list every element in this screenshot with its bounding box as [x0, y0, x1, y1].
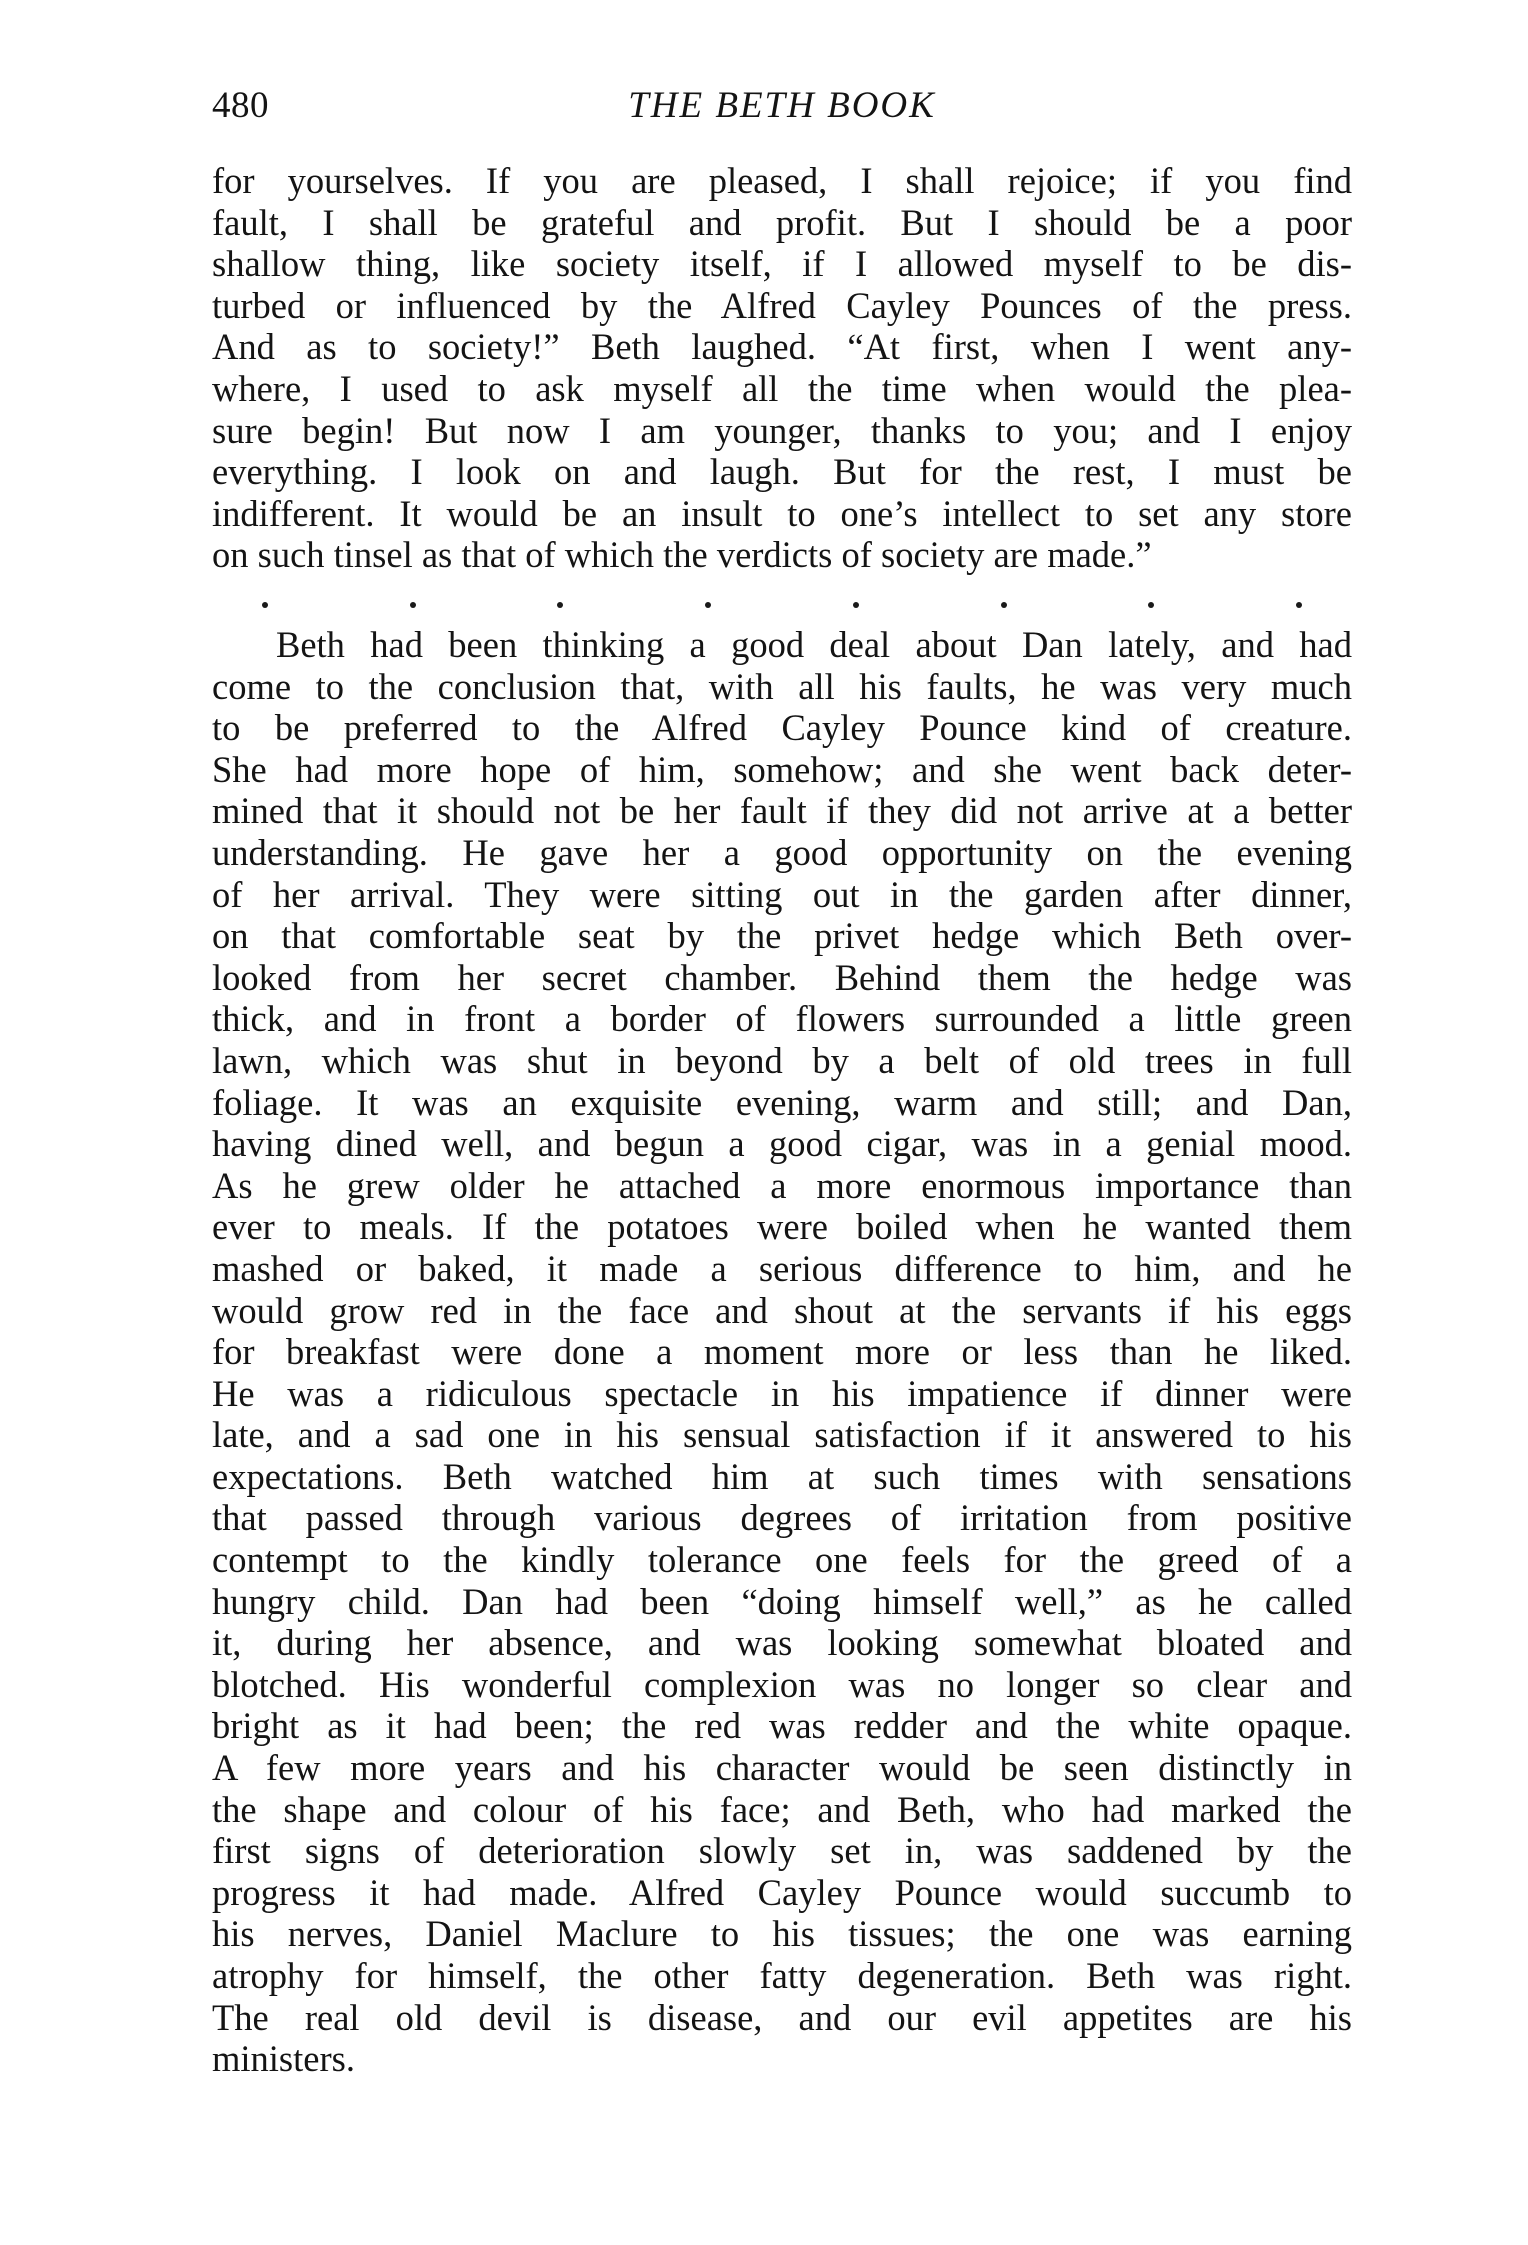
text-line: A few more years and his character would be seen distinctly in [212, 1747, 1352, 1789]
text-line: the shape and colour of his face; and Beth, who had marked the [212, 1788, 1352, 1830]
paragraph-new [212, 624, 1352, 2080]
text-line: Beth had been thinking a good deal about Dan lately, and had [276, 624, 1352, 665]
text-line: turbed or influenced by the Alfred Cayley Pounces of the press. [212, 284, 1352, 326]
scene-break-dot [262, 602, 268, 608]
scene-break-dot [1148, 602, 1154, 608]
text-line: He was a ridiculous spectacle in his impatience if dinner were [212, 1372, 1352, 1414]
text-line: first signs of deterioration slowly set in, was saddened by the [212, 1830, 1352, 1872]
text-line: ever to meals. If the potatoes were boiled when he wanted them [212, 1206, 1352, 1248]
scene-break-dot [705, 602, 711, 608]
text-line: having dined well, and begun a good cigar, was in a genial mood. [212, 1123, 1352, 1165]
text-line: contempt to the kindly tolerance one feels for the greed of a [212, 1539, 1352, 1581]
scene-break-dot [1296, 602, 1302, 608]
text-line: As he grew older he attached a more enormous importance than [212, 1164, 1352, 1206]
text-line: mined that it should not be her fault if they did not arrive at a better [212, 790, 1352, 832]
text-line: hungry child. Dan had been “doing himself well,” as he called [212, 1580, 1352, 1622]
text-line: sure begin! But now I am younger, thanks to you; and I enjoy [212, 409, 1352, 451]
scene-break-dot [1001, 602, 1007, 608]
scene-break-dots [212, 590, 1352, 620]
text-line: come to the conclusion that, with all his faults, he was very much [212, 665, 1352, 707]
text-line: fault, I shall be grateful and profit. But I should be a poor [212, 201, 1352, 243]
page-header [212, 84, 1352, 136]
text-line: indifferent. It would be an insult to one’s intellect to set any store [212, 492, 1352, 534]
text-line: understanding. He gave her a good opportunity on the evening [212, 831, 1352, 873]
text-line: expectations. Beth watched him at such times with sensations [212, 1455, 1352, 1497]
text-line: thick, and in front a border of flowers surrounded a little green [212, 998, 1352, 1040]
text-line: The real old devil is disease, and our evil appetites are his [212, 1996, 1352, 2038]
text-line: bright as it had been; the red was redder and the white opaque. [212, 1705, 1352, 1747]
text-line: on that comfortable seat by the privet hedge which Beth over- [212, 915, 1352, 957]
text-line: shallow thing, like society itself, if I allowed myself to be dis- [212, 243, 1352, 285]
text-line: to be preferred to the Alfred Cayley Pounce kind of creature. [212, 707, 1352, 749]
scene-break-dot [410, 602, 416, 608]
running-title: THE BETH BOOK [628, 85, 936, 126]
text-line: it, during her absence, and was looking somewhat bloated and [212, 1622, 1352, 1664]
text-line: lawn, which was shut in beyond by a belt of old trees in full [212, 1039, 1352, 1081]
text-line: on such tinsel as that of which the verdicts of society are made.” [212, 534, 1152, 576]
text-line: of her arrival. They were sitting out in the garden after dinner, [212, 873, 1352, 915]
text-line: his nerves, Daniel Maclure to his tissues; the one was earning [212, 1913, 1352, 1955]
text-line: late, and a sad one in his sensual satisfaction if it answered to his [212, 1414, 1352, 1456]
scene-break-dot [853, 602, 859, 608]
text-line: that passed through various degrees of irritation from positive [212, 1497, 1352, 1539]
scene-break-dot [557, 602, 563, 608]
text-line: ministers. [212, 2038, 355, 2080]
page-number: 480 [212, 85, 269, 126]
text-line: atrophy for himself, the other fatty degeneration. Beth was right. [212, 1955, 1352, 1996]
text-line: for yourselves. If you are pleased, I shall rejoice; if you find [212, 160, 1352, 201]
text-line: everything. I look on and laugh. But for the rest, I must be [212, 451, 1352, 493]
text-line: would grow red in the face and shout at the servants if his eggs [212, 1289, 1352, 1331]
text-line: looked from her secret chamber. Behind them the hedge was [212, 956, 1352, 998]
text-line: blotched. His wonderful complexion was no longer so clear and [212, 1663, 1352, 1705]
paragraph-continued [212, 160, 1352, 576]
text-line: And as to society!” Beth laughed. “At first, when I went any- [212, 326, 1352, 368]
text-line: foliage. It was an exquisite evening, warm and still; and Dan, [212, 1081, 1352, 1123]
text-line: where, I used to ask myself all the time when would the plea- [212, 367, 1352, 409]
text-line: She had more hope of him, somehow; and she went back deter- [212, 748, 1352, 790]
text-line: mashed or baked, it made a serious difference to him, and he [212, 1247, 1352, 1289]
text-line: progress it had made. Alfred Cayley Pounce would succumb to [212, 1871, 1352, 1913]
text-line: for breakfast were done a moment more or less than he liked. [212, 1331, 1352, 1373]
